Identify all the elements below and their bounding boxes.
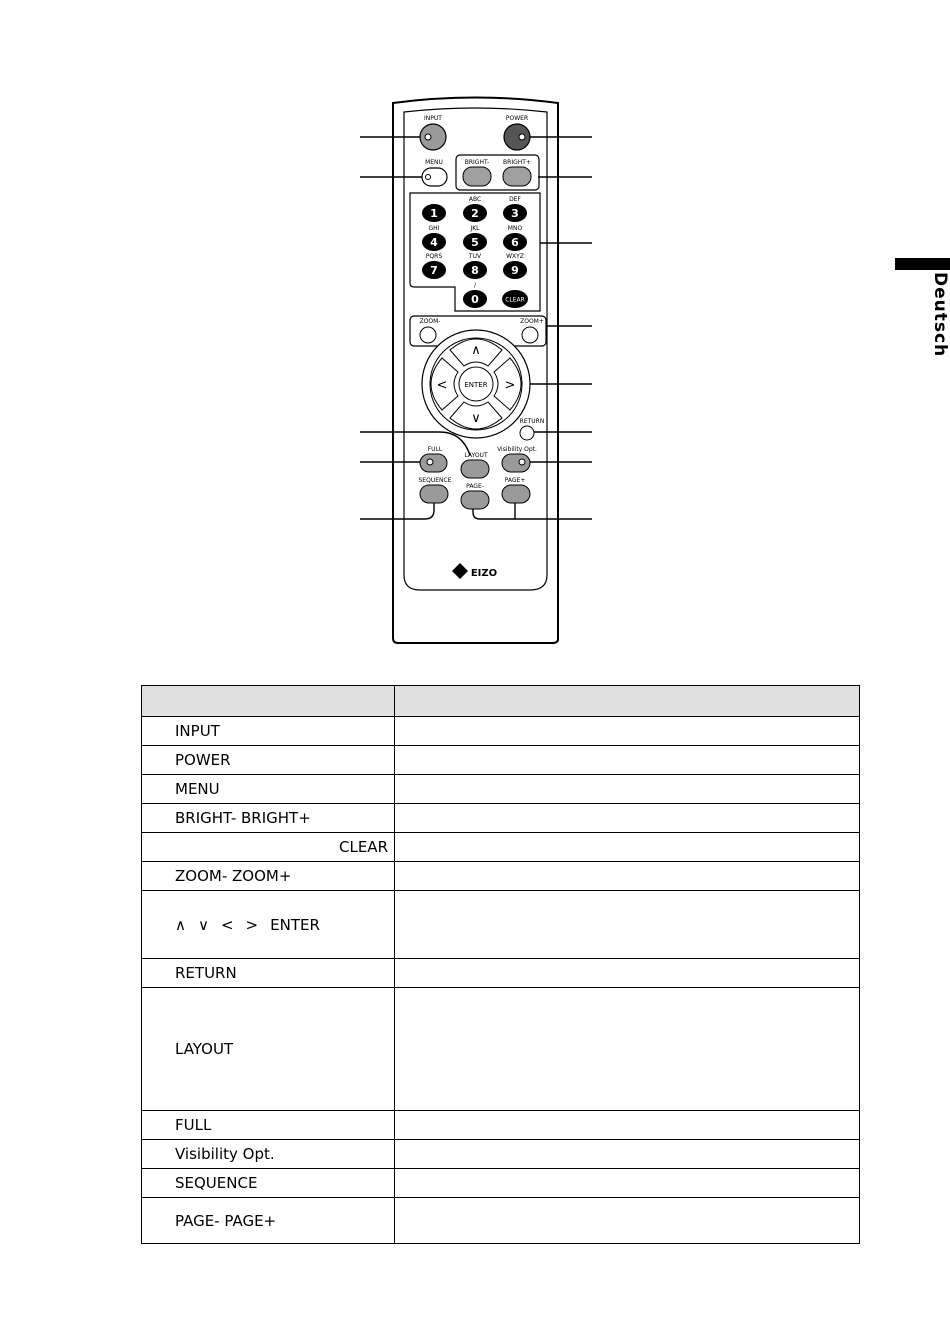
page-plus-button-label: PAGE+ [504,477,526,484]
table-row [142,891,860,959]
clear-button-label: CLEAR [505,296,525,304]
up-arrow-icon: ∧ [175,915,186,934]
row-desc [395,1140,860,1169]
input-button-label: INPUT [424,115,442,122]
row-desc [395,862,860,891]
row-name: SEQUENCE [142,1169,395,1198]
function-table [141,685,860,1244]
numpad-key-letters: PQRS [425,253,443,260]
table-row [142,746,860,775]
bright-plus-label: BRIGHT+ [503,159,531,166]
numpad-key-digit: 8 [471,264,479,277]
numpad-key-digit: 7 [430,264,438,277]
row-desc [395,1169,860,1198]
row-name: FULL [142,1111,395,1140]
table-row [142,833,860,862]
row-desc [395,1111,860,1140]
return-button-label: RETURN [519,418,545,425]
row-name: MENU [142,775,395,804]
numpad-key-letters: WXYZ [506,253,524,260]
table-header-row [142,686,860,717]
page-plus-button [502,485,530,503]
row-desc [395,988,860,1111]
language-tab-label: Deutsch [930,272,950,358]
sequence-button-label: SEQUENCE [418,477,452,484]
row-name: ZOOM- ZOOM+ [142,862,395,891]
numpad-key-digit: 9 [511,264,519,277]
row-desc [395,746,860,775]
table-header-cell [395,686,860,717]
numpad-key-digit: 5 [471,236,479,249]
row-name-arrows [142,891,395,959]
left-arrow-icon: < [220,915,234,934]
zoom-plus-label: ZOOM+ [520,318,544,325]
row-name: BRIGHT- BRIGHT+ [142,804,395,833]
numpad-key-letters: MNO [507,225,523,232]
left-arrow-icon: < [436,378,448,393]
visibility-opt-button-label: Visibility Opt. [497,446,537,453]
numpad-key-digit: 0 [471,293,479,306]
numpad-key-letters: TUV [468,253,482,260]
row-name: PAGE- PAGE+ [142,1198,395,1244]
row-desc [395,717,860,746]
down-arrow-icon: ∨ [197,915,209,934]
layout-button-label: LAYOUT [464,452,488,459]
numpad-key-digit: 4 [430,236,438,249]
enter-button-label: ENTER [464,381,488,389]
numpad-key-letters: GHI [428,225,440,232]
row-desc [395,891,860,959]
numpad-key-digit: 1 [430,207,438,220]
numpad-key-digit: 2 [471,207,479,220]
power-button-label: POWER [505,115,529,122]
table-row [142,775,860,804]
row-name: RETURN [142,959,395,988]
down-arrow-icon: ∨ [471,411,481,426]
table-row [142,1169,860,1198]
row-name: POWER [142,746,395,775]
numpad-key-digit: 3 [511,207,519,220]
row-name: Visibility Opt. [142,1140,395,1169]
row-name: INPUT [142,717,395,746]
table-header-cell [142,686,395,717]
row-name: LAYOUT [142,988,395,1111]
zoom-plus-button [522,327,538,343]
numpad-key-letters: JKL [470,225,480,232]
sequence-button [420,485,448,503]
row-desc [395,775,860,804]
bright-minus-button [463,167,491,186]
row-name: CLEAR [142,833,395,862]
up-arrow-icon: ∧ [471,343,481,358]
row-desc [395,959,860,988]
zoom-minus-button [420,327,436,343]
numpad-key-digit: 6 [511,236,519,249]
page-minus-button-label: PAGE- [466,483,484,490]
row-desc [395,833,860,862]
numpad-key-letters: DEF [509,196,521,203]
power-button [504,124,530,150]
full-button [420,454,447,472]
numpad-key-letters: / [473,282,477,289]
table-row [142,862,860,891]
layout-button [461,460,489,478]
table-row [142,1111,860,1140]
table-row [142,804,860,833]
eizo-logo-text: EIZO [470,568,498,579]
menu-button-label: MENU [425,159,443,166]
page-minus-button [461,491,489,509]
enter-label: ENTER [270,915,320,934]
return-button [520,426,534,440]
table-row [142,1140,860,1169]
zoom-minus-label: ZOOM- [419,318,441,325]
bright-minus-label: BRIGHT- [464,159,490,166]
numpad-key-letters: ABC [468,196,482,203]
visibility-opt-button [502,454,530,472]
full-button-label: FULL [427,446,443,453]
table-row [142,959,860,988]
bright-plus-button [503,167,531,186]
row-desc [395,804,860,833]
right-arrow-icon: > [504,378,516,393]
input-button [420,124,446,150]
table-row [142,988,860,1111]
table-row [142,717,860,746]
right-arrow-icon: > [245,915,259,934]
table-row [142,1198,860,1244]
row-desc [395,1198,860,1244]
